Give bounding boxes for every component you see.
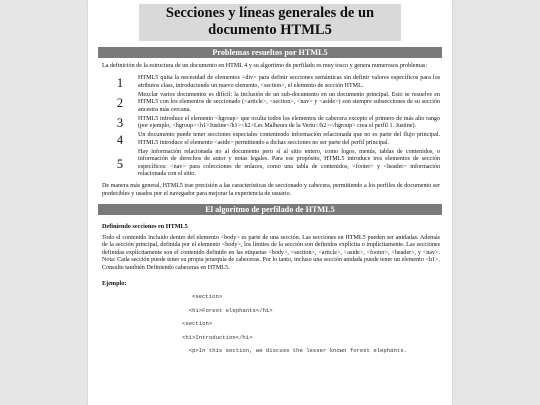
problem-item <box>102 92 440 114</box>
problem-number: 2 <box>116 95 124 110</box>
code-line: <p>In this section, we discuss the lesser known forest elephants. <box>182 347 407 355</box>
problem-text: HTML5 quita la necesidad de elementos <div> para definir secciones semánticas sin definir valores específicos para los atributos class, introduciendo un nuevo elemento, <section>, el elemento de sección HTML. <box>138 75 440 89</box>
problem-item <box>102 75 440 90</box>
code-line: <h1>Introduction</h1> <box>182 333 253 341</box>
summary-paragraph: De manera más general, HTML5 trae precisión a las características de seccionado y cabecera, permitiendo a los perfiles de documento ser predecibles y usados por el navegador para mejorar la experiencia de usuario. <box>102 183 440 197</box>
defining-sections-paragraph: Todo el contenido incluido dentro del elemento <body> es parte de una sección. Las secciones en HTML5 pueden ser anidadas. Además de la sección principal, definida por el elemento <body>, los límites de la sección son definidos explícita o implícitamente. Las secciones definidas explícitamente son el contenido definido en las etiquetas <body>, <section>, <article>, <aside>, <footer>, <header>, y <nav>. Nota: Cada sección puede tener su propia jerarquía de cabeceras. Por lo tanto, incluso una sección anidada puede tener un elemento <h1>. Consulte también Definiendo cabeceras en HTML5. <box>102 235 440 271</box>
problem-number: 4 <box>116 132 124 147</box>
problem-item <box>102 149 440 178</box>
problem-text: HTML5 introduce el elemento <hgroup> que oculta todos los elementos de cabecera excepto el primero de más alto rango (por ejemplo, <hgroup><h1>Justine</h1><h2>Les Malheurs de la Vertu</h2></hgroup> crea el perfil 1. Justine). <box>138 115 440 130</box>
intro-paragraph: La definición de la estructura de un documento en HTML 4 y su algoritmo de perfilado es muy tosco y genera numerosos problemas: <box>102 63 428 69</box>
code-line: <h1>Forest elephants</h1> <box>182 306 273 314</box>
section-header-algorithm: El algoritmo de perfilado de HTML5 <box>98 204 442 215</box>
problem-item <box>102 132 440 147</box>
code-line: <section> <box>182 320 213 328</box>
example-label: Ejemplo: <box>102 280 127 288</box>
document-page <box>88 0 452 405</box>
code-line: <section> <box>192 293 223 301</box>
code-example <box>102 293 440 354</box>
problem-number: 5 <box>116 156 124 171</box>
subheading-defining-sections: Definiendo secciones en HTML5 <box>102 223 188 231</box>
section-header-problems: Problemas resueltos por HTML5 <box>98 47 442 58</box>
problem-text: Hay información relacionada no al documento pero sí al sitio entero, como logos, menús, tablas de contenidos, o información de derechos de autor y notas legales. Para ese propósito, HTML5 introduce tres elementos de sección específicos: <nav> para colecciones de enlaces, como una tabla de contenidos, <footer> y <header> información relacionada con el sitio. <box>138 149 440 177</box>
problem-number: 3 <box>116 116 124 131</box>
problems-list <box>102 75 440 178</box>
problem-item <box>102 116 440 131</box>
problem-text: Un documento puede tener secciones especiales conteniendo información relacionada que no es parte del flujo principal. HTML5 introduce el elemento <aside> permitiendo a dichas secciones no ser parte del perfil principal. <box>138 132 440 146</box>
problem-number: 1 <box>116 75 124 90</box>
page-title: Secciones y líneas generales de un documento HTML5 <box>139 4 401 41</box>
problem-text: Mezclar varios documentos es difícil: la inclusión de un sub-documento en un documento principal. Esto se resuelve en HTML5 con los elementos de seccionado (<article>, <section>, <nav> y <aside>) son siempre subsecciones de su sección ancestra más cercana. <box>138 92 440 113</box>
